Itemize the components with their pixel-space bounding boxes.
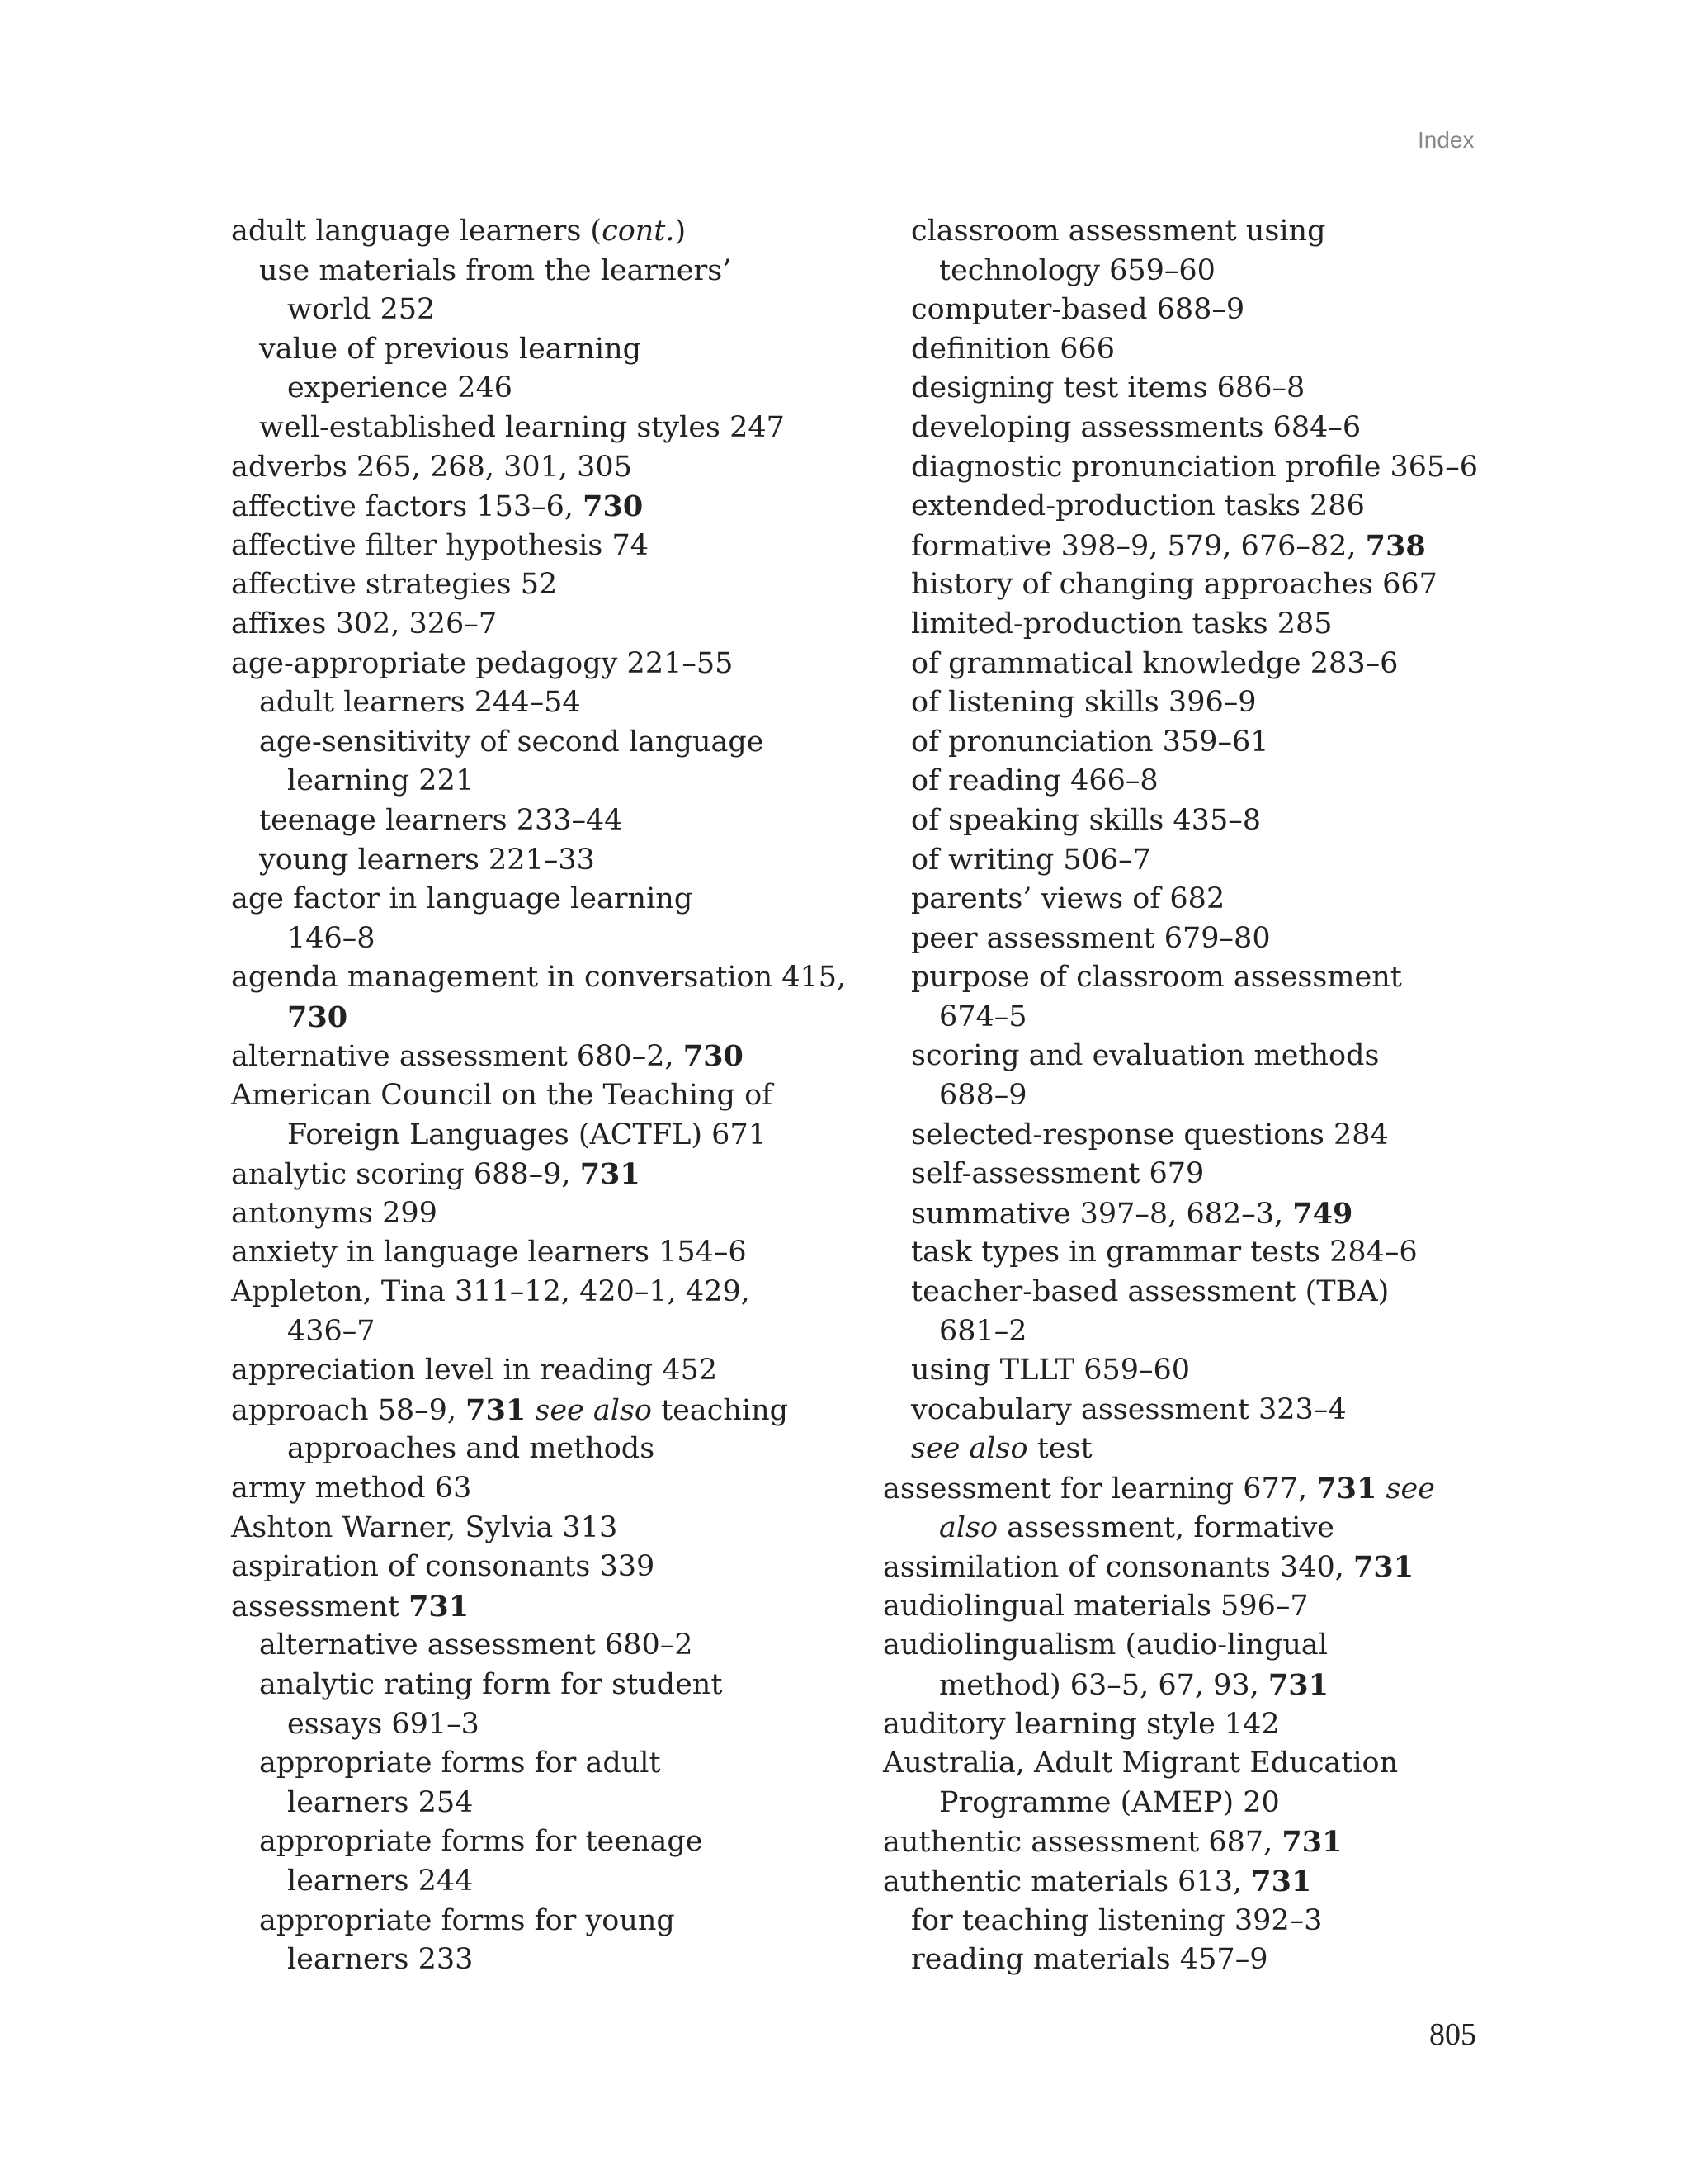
entry-text: appreciation level in reading 452 (231, 1354, 718, 1387)
entry-text: developing assessments 684–6 (911, 410, 1362, 444)
index-entry (883, 1233, 1478, 1273)
italic-text: see (1386, 1473, 1435, 1506)
entry-text: aspiration of consonants 339 (231, 1550, 655, 1584)
entry-text: auditory learning style 142 (883, 1707, 1280, 1741)
italic-text: cont. (602, 215, 675, 248)
index-entry (883, 880, 1478, 919)
page-ref-bold: 738 (1365, 528, 1426, 563)
entry-text: task types in grammar tests 284–6 (911, 1236, 1418, 1269)
entry-text: Programme (AMEP) 20 (939, 1785, 1280, 1819)
index-entry (231, 212, 846, 252)
index-entry (883, 527, 1478, 566)
entry-text: young learners 221–33 (259, 843, 595, 877)
entry-text: Appleton, Tina 311–12, 420–1, 429, (231, 1275, 750, 1309)
index-entry (883, 762, 1478, 801)
index-entry (231, 1941, 846, 1980)
page-ref-bold: 731 (1251, 1864, 1312, 1898)
entry-text: of speaking skills 435–8 (911, 803, 1261, 837)
entry-text: extended-production tasks 286 (911, 489, 1365, 523)
entry-text: learners 254 (287, 1785, 474, 1819)
index-entry (883, 605, 1478, 645)
index-entry (883, 565, 1478, 605)
entry-text: learning 221 (287, 764, 474, 798)
index-entry (883, 1116, 1478, 1156)
entry-text: 688–9 (939, 1079, 1027, 1113)
entry-text: authentic assessment 687, (883, 1826, 1282, 1860)
index-entry (231, 369, 846, 409)
entry-text: vocabulary assessment 323–4 (911, 1392, 1347, 1426)
entry-text: classroom assessment using (911, 215, 1326, 248)
index-entry (883, 919, 1478, 959)
index-entry (231, 527, 846, 566)
index-entry (883, 330, 1478, 370)
index-entry (231, 565, 846, 605)
entry-text (526, 1394, 535, 1427)
page-ref-bold: 731 (1268, 1667, 1329, 1702)
entry-text: of writing 506–7 (911, 843, 1151, 877)
index-entry (231, 1705, 846, 1745)
italic-text: also (939, 1510, 998, 1544)
index-entry (883, 409, 1478, 448)
index-entry (231, 1744, 846, 1784)
index-entry (883, 369, 1478, 409)
entry-text: teenage learners 233–44 (259, 803, 623, 837)
index-entry (231, 1587, 846, 1627)
index-entry (883, 1194, 1478, 1234)
index-entry (231, 723, 846, 763)
index-entry (231, 448, 846, 488)
entry-text: adverbs 265, 268, 301, 305 (231, 450, 632, 484)
entry-text: Australia, Adult Migrant Education (883, 1747, 1399, 1780)
index-entry (231, 1155, 846, 1194)
entry-text: teacher-based assessment (TBA) (911, 1275, 1390, 1309)
entry-text: agenda management in conversation 415, (231, 961, 847, 995)
index-entry (231, 683, 846, 723)
entry-text: 436–7 (287, 1314, 375, 1348)
entry-text: 674–5 (939, 1000, 1027, 1033)
index-column-left (231, 212, 846, 1980)
entry-text: audiolingual materials 596–7 (883, 1589, 1309, 1623)
index-entry (883, 1155, 1478, 1194)
entry-text: authentic materials 613, (883, 1865, 1252, 1898)
entry-text: teaching (651, 1393, 789, 1427)
page-ref-bold: 731 (579, 1157, 640, 1192)
entry-text: analytic rating form for student (259, 1667, 723, 1701)
entry-text: reading materials 457–9 (911, 1943, 1268, 1977)
index-entry (883, 801, 1478, 841)
index-entry (883, 1548, 1478, 1587)
index-entry (231, 1666, 846, 1705)
index-entry (231, 1509, 846, 1548)
entry-text: assimilation of consonants 340, (883, 1551, 1353, 1585)
entry-text: age-sensitivity of second language (259, 725, 764, 759)
entry-text: assessment (231, 1590, 409, 1624)
entry-text: well-established learning styles 247 (259, 410, 785, 444)
entry-text: of listening skills 396–9 (911, 686, 1257, 720)
index-entry (231, 1076, 846, 1116)
index-entry (231, 1273, 846, 1312)
index-entry (231, 919, 846, 959)
entry-text: purpose of classroom assessment (911, 961, 1402, 995)
index-entry (231, 880, 846, 919)
entry-text: world 252 (287, 293, 436, 327)
page-ref-bold: 730 (583, 489, 644, 524)
index-entry (883, 1076, 1478, 1116)
entry-text: adult language learners ( (231, 215, 602, 248)
entry-text: experience 246 (287, 371, 512, 405)
index-column-right (883, 212, 1478, 1980)
entry-text: age factor in language learning (231, 882, 693, 916)
entry-text: affective filter hypothesis 74 (231, 528, 649, 562)
index-entry (883, 1941, 1478, 1980)
entry-text: learners 244 (287, 1864, 474, 1898)
index-entry (883, 291, 1478, 330)
index-entry (231, 1469, 846, 1509)
index-entry (883, 448, 1478, 488)
index-entry (883, 252, 1478, 291)
index-entry (231, 1548, 846, 1587)
entry-text: appropriate forms for young (259, 1903, 675, 1937)
page-ref-bold: 731 (408, 1589, 470, 1624)
index-entry (231, 1233, 846, 1273)
entry-text: army method 63 (231, 1472, 472, 1505)
entry-text: appropriate forms for teenage (259, 1825, 703, 1859)
page-ref-bold: 749 (1292, 1196, 1353, 1231)
entry-text (1376, 1473, 1386, 1506)
index-entry (883, 487, 1478, 527)
entry-text: designing test items 686–8 (911, 371, 1305, 405)
italic-text: see also (535, 1393, 652, 1427)
entry-text: analytic scoring 688–9, (231, 1158, 580, 1192)
index-entry (883, 1273, 1478, 1312)
index-entry (231, 1784, 846, 1823)
entry-text: American Council on the Teaching of (231, 1079, 773, 1113)
index-entry (883, 1862, 1478, 1902)
index-entry (231, 252, 846, 291)
entry-text: limited-production tasks 285 (911, 607, 1333, 641)
entry-text: assessment, formative (998, 1510, 1334, 1544)
index-entry (231, 1626, 846, 1666)
entry-text: affixes 302, 326–7 (231, 607, 498, 641)
entry-text: of pronunciation 359–61 (911, 725, 1269, 759)
index-entry (231, 1862, 846, 1902)
index-entry (231, 1430, 846, 1469)
entry-text: learners 233 (287, 1943, 474, 1977)
index-entry (231, 1391, 846, 1430)
page-number: 805 (1429, 2017, 1476, 2052)
entry-text: use materials from the learners’ (259, 253, 732, 287)
entry-text: 146–8 (287, 921, 375, 955)
index-entry (883, 1587, 1478, 1627)
entry-text: scoring and evaluation methods (911, 1039, 1380, 1073)
page-ref-bold: 731 (1316, 1472, 1377, 1506)
entry-text: value of previous learning (259, 332, 642, 366)
italic-text: see also (911, 1432, 1028, 1466)
index-entry (883, 958, 1478, 998)
index-entry (231, 1312, 846, 1352)
page-ref-bold: 730 (287, 1000, 348, 1034)
entry-text: affective strategies 52 (231, 568, 558, 602)
index-entry (883, 1902, 1478, 1941)
page-ref-bold: 731 (465, 1392, 526, 1427)
entry-text: computer-based 688–9 (911, 293, 1245, 327)
index-entry (883, 723, 1478, 763)
index-entry (883, 1430, 1478, 1469)
entry-text: adult learners 244–54 (259, 686, 581, 720)
index-entry (883, 1509, 1478, 1548)
entry-text: antonyms 299 (231, 1196, 437, 1230)
index-entry (883, 683, 1478, 723)
entry-text: anxiety in language learners 154–6 (231, 1236, 747, 1269)
entry-text: essays 691–3 (287, 1707, 479, 1741)
index-entry (883, 841, 1478, 881)
entry-text: assessment for learning 677, (883, 1473, 1317, 1506)
entry-text: Foreign Languages (ACTFL) 671 (287, 1118, 767, 1151)
page-ref-bold: 731 (1282, 1825, 1343, 1860)
entry-text: age-appropriate pedagogy 221–55 (231, 646, 734, 680)
entry-text: technology 659–60 (939, 253, 1216, 287)
entry-text: Ashton Warner, Sylvia 313 (231, 1510, 618, 1544)
index-entry (231, 291, 846, 330)
index-entry (231, 409, 846, 448)
index-entry (231, 958, 846, 998)
entry-text: alternative assessment 680–2, (231, 1040, 683, 1074)
index-entry (231, 1037, 846, 1076)
index-entry (883, 1037, 1478, 1076)
index-entry (231, 1822, 846, 1862)
entry-text: definition 666 (911, 332, 1115, 366)
index-entry (231, 1194, 846, 1234)
entry-text: of reading 466–8 (911, 764, 1159, 798)
page-ref-bold: 730 (682, 1039, 744, 1074)
entry-text: history of changing approaches 667 (911, 568, 1437, 602)
index-entry (883, 998, 1478, 1038)
index-entry (883, 1626, 1478, 1666)
running-head: Index (1418, 127, 1475, 153)
index-entry (231, 487, 846, 527)
index-entry (231, 998, 846, 1038)
entry-text: test (1027, 1432, 1093, 1466)
index-entry (883, 1744, 1478, 1784)
index-entry (231, 645, 846, 684)
index-entry (883, 1351, 1478, 1391)
index-entry (231, 762, 846, 801)
index-entry (883, 1312, 1478, 1352)
entry-text: 681–2 (939, 1314, 1027, 1348)
index-entry (231, 801, 846, 841)
entry-text: affective factors 153–6, (231, 490, 583, 524)
index-entry (883, 1784, 1478, 1823)
entry-text: alternative assessment 680–2 (259, 1629, 693, 1662)
index-entry (883, 1705, 1478, 1745)
index-entry (883, 1469, 1478, 1509)
index-entry (883, 1822, 1478, 1862)
entry-text: appropriate forms for adult (259, 1747, 661, 1780)
entry-text: for teaching listening 392–3 (911, 1903, 1323, 1937)
entry-text: diagnostic pronunciation profile 365–6 (911, 450, 1479, 484)
index-entry (883, 1391, 1478, 1430)
index-entry (231, 841, 846, 881)
index-entry (883, 212, 1478, 252)
entry-text: peer assessment 679–80 (911, 921, 1271, 955)
entry-text: of grammatical knowledge 283–6 (911, 646, 1399, 680)
index-entry (231, 1902, 846, 1941)
entry-text: parents’ views of 682 (911, 882, 1225, 916)
index-entry (883, 1666, 1478, 1705)
entry-text: method) 63–5, 67, 93, (939, 1668, 1268, 1702)
entry-text: selected-response questions 284 (911, 1118, 1389, 1151)
entry-text: approaches and methods (287, 1432, 655, 1466)
entry-text: approach 58–9, (231, 1393, 466, 1427)
index-entry (231, 1116, 846, 1156)
index-entry (231, 330, 846, 370)
page-ref-bold: 731 (1352, 1550, 1414, 1585)
entry-text: using TLLT 659–60 (911, 1354, 1191, 1387)
index-entry (231, 1351, 846, 1391)
index-entry (231, 605, 846, 645)
entry-text: self-assessment 679 (911, 1157, 1205, 1191)
index-entry (883, 645, 1478, 684)
entry-text: audiolingualism (audio-lingual (883, 1629, 1328, 1662)
entry-text: ) (674, 215, 687, 248)
entry-text: summative 397–8, 682–3, (911, 1197, 1293, 1231)
entry-text: formative 398–9, 579, 676–82, (911, 529, 1366, 563)
